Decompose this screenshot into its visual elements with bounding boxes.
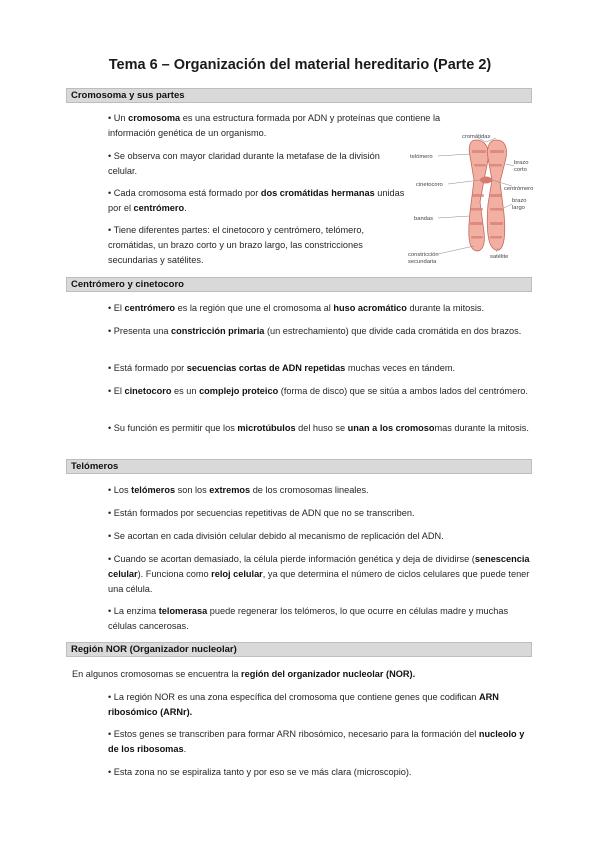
bold-term: nucleolo y de los ribosomas [108,729,525,754]
paragraph: • La enzima telomerasa puede regenerar los telómeros, lo que ocurre en células madre y muchas células cancerosas. [108,606,509,631]
section-header-nor [66,642,532,657]
label-cromatidas: cromátidas [462,134,491,140]
bold-term: huso acromático [333,303,407,313]
label-brazo-largo-1: brazo [512,198,527,204]
bold-term: ARN ribosómico (ARNr). [108,692,499,717]
paragraph: • Tiene diferentes partes: el cinetocoro y centrómero, telómero, cromátidas, un brazo corto y un brazo largo, las constricciones secundarias y satélites. [108,225,364,265]
paragraph: • Su función es permitir que los microtúbulos del huso se unan a los cromosomas durante la mitosis. [108,423,529,433]
paragraph: • Los telómeros son los extremos de los cromosomas lineales. [108,485,369,495]
intro-paragraph: En algunos cromosomas se encuentra la región del organizador nucleolar (NOR). [72,669,416,679]
section-title: Telómeros [71,461,119,472]
bold-term: extremos [209,485,251,495]
document-title: Tema 6 – Organización del material hereditario (Parte 2) [108,57,492,73]
bold-term: cromosoma [128,113,181,123]
bold-term: reloj celular [211,569,263,579]
label-brazo-corto-1: brazo [514,160,529,166]
label-satelite: satélite [490,254,509,260]
bold-term: constricción primaria [170,326,265,336]
paragraph: • Están formados por secuencias repetitivas de ADN que no se transcriben. [108,508,415,518]
paragraph: • Estos genes se transcriben para formar ARN ribosómico, necesario para la formación del nucleolo y de los ribosomas. [108,729,525,754]
bold-term: secuencias cortas de ADN repetidas [186,363,346,373]
paragraph: • Presenta una constricción primaria (un estrechamiento) que divide cada cromátida en dos brazos. [108,326,522,336]
chromosome-shape [469,140,507,251]
bold-term: cinetocoro [124,386,172,396]
paragraph: • Se observa con mayor claridad durante la metafase de la división celular. [108,151,380,176]
paragraph: • El centrómero es la región que une el cromosoma al huso acromático durante la mitosis. [108,303,485,313]
section-title: Región NOR (Organizador nucleolar) [71,644,237,655]
section-header-centromero [66,277,532,292]
section-header-telomeros [66,459,532,474]
centromere-icon [480,177,492,184]
section-title: Centrómero y cinetocoro [71,279,184,290]
label-centromero: centrómero [504,186,534,192]
paragraph: • Un cromosoma es una estructura formada por ADN y proteínas que contiene la información genética de un organismo. [108,113,441,138]
bold-term: microtúbulos [237,423,296,433]
label-constriccion-2: secundaria [408,259,437,264]
bold-term: centrómero [133,203,185,213]
label-cinetocoro: cinetocoro [416,182,443,188]
bold-term: senescencia celular [108,554,530,579]
label-bandas: bandas [414,216,434,222]
section-title: Cromosoma y sus partes [71,90,185,101]
paragraph: • El cinetocoro es un complejo proteico (forma de disco) que se sitúa a ambos lados del centrómero. [108,386,528,396]
paragraph: • Se acortan en cada división celular debido al mecanismo de replicación del ADN. [108,531,444,541]
bold-term: unan a los cromoso [347,423,435,433]
paragraph: • Esta zona no se espiraliza tanto y por eso se ve más clara (microscopio). [108,767,412,777]
label-telomero: telómero [410,154,433,160]
bold-term: telómeros [131,485,176,495]
label-brazo-largo-2: largo [512,205,525,211]
bold-term: telomerasa [158,606,208,616]
paragraph: • Cada cromosoma está formado por dos cromátidas hermanas unidas por el centrómero. [108,188,405,213]
label-constriccion-1: constricción [408,252,439,258]
bold-term: complejo proteico [199,386,279,396]
paragraph: • Está formado por secuencias cortas de ADN repetidas muchas veces en tándem. [108,363,456,373]
bold-term: centrómero [124,303,176,313]
paragraph: • Cuando se acortan demasiado, la célula pierde información genética y deja de dividirse (senescencia celular). Funciona como reloj celular, ya que determina el número de ciclos celulares que puede tener una célula. [108,554,530,594]
bold-term: dos cromátidas hermanas [260,188,375,198]
bold-term: región del organizador nucleolar (NOR). [241,669,416,679]
paragraph: • La región NOR es una zona específica del cromosoma que contiene genes que codifican ARN ribosómico (ARNr). [108,692,499,717]
chromosome-diagram [408,132,534,264]
section-header-cromosoma [66,88,532,103]
label-brazo-corto-2: corto [514,167,527,173]
